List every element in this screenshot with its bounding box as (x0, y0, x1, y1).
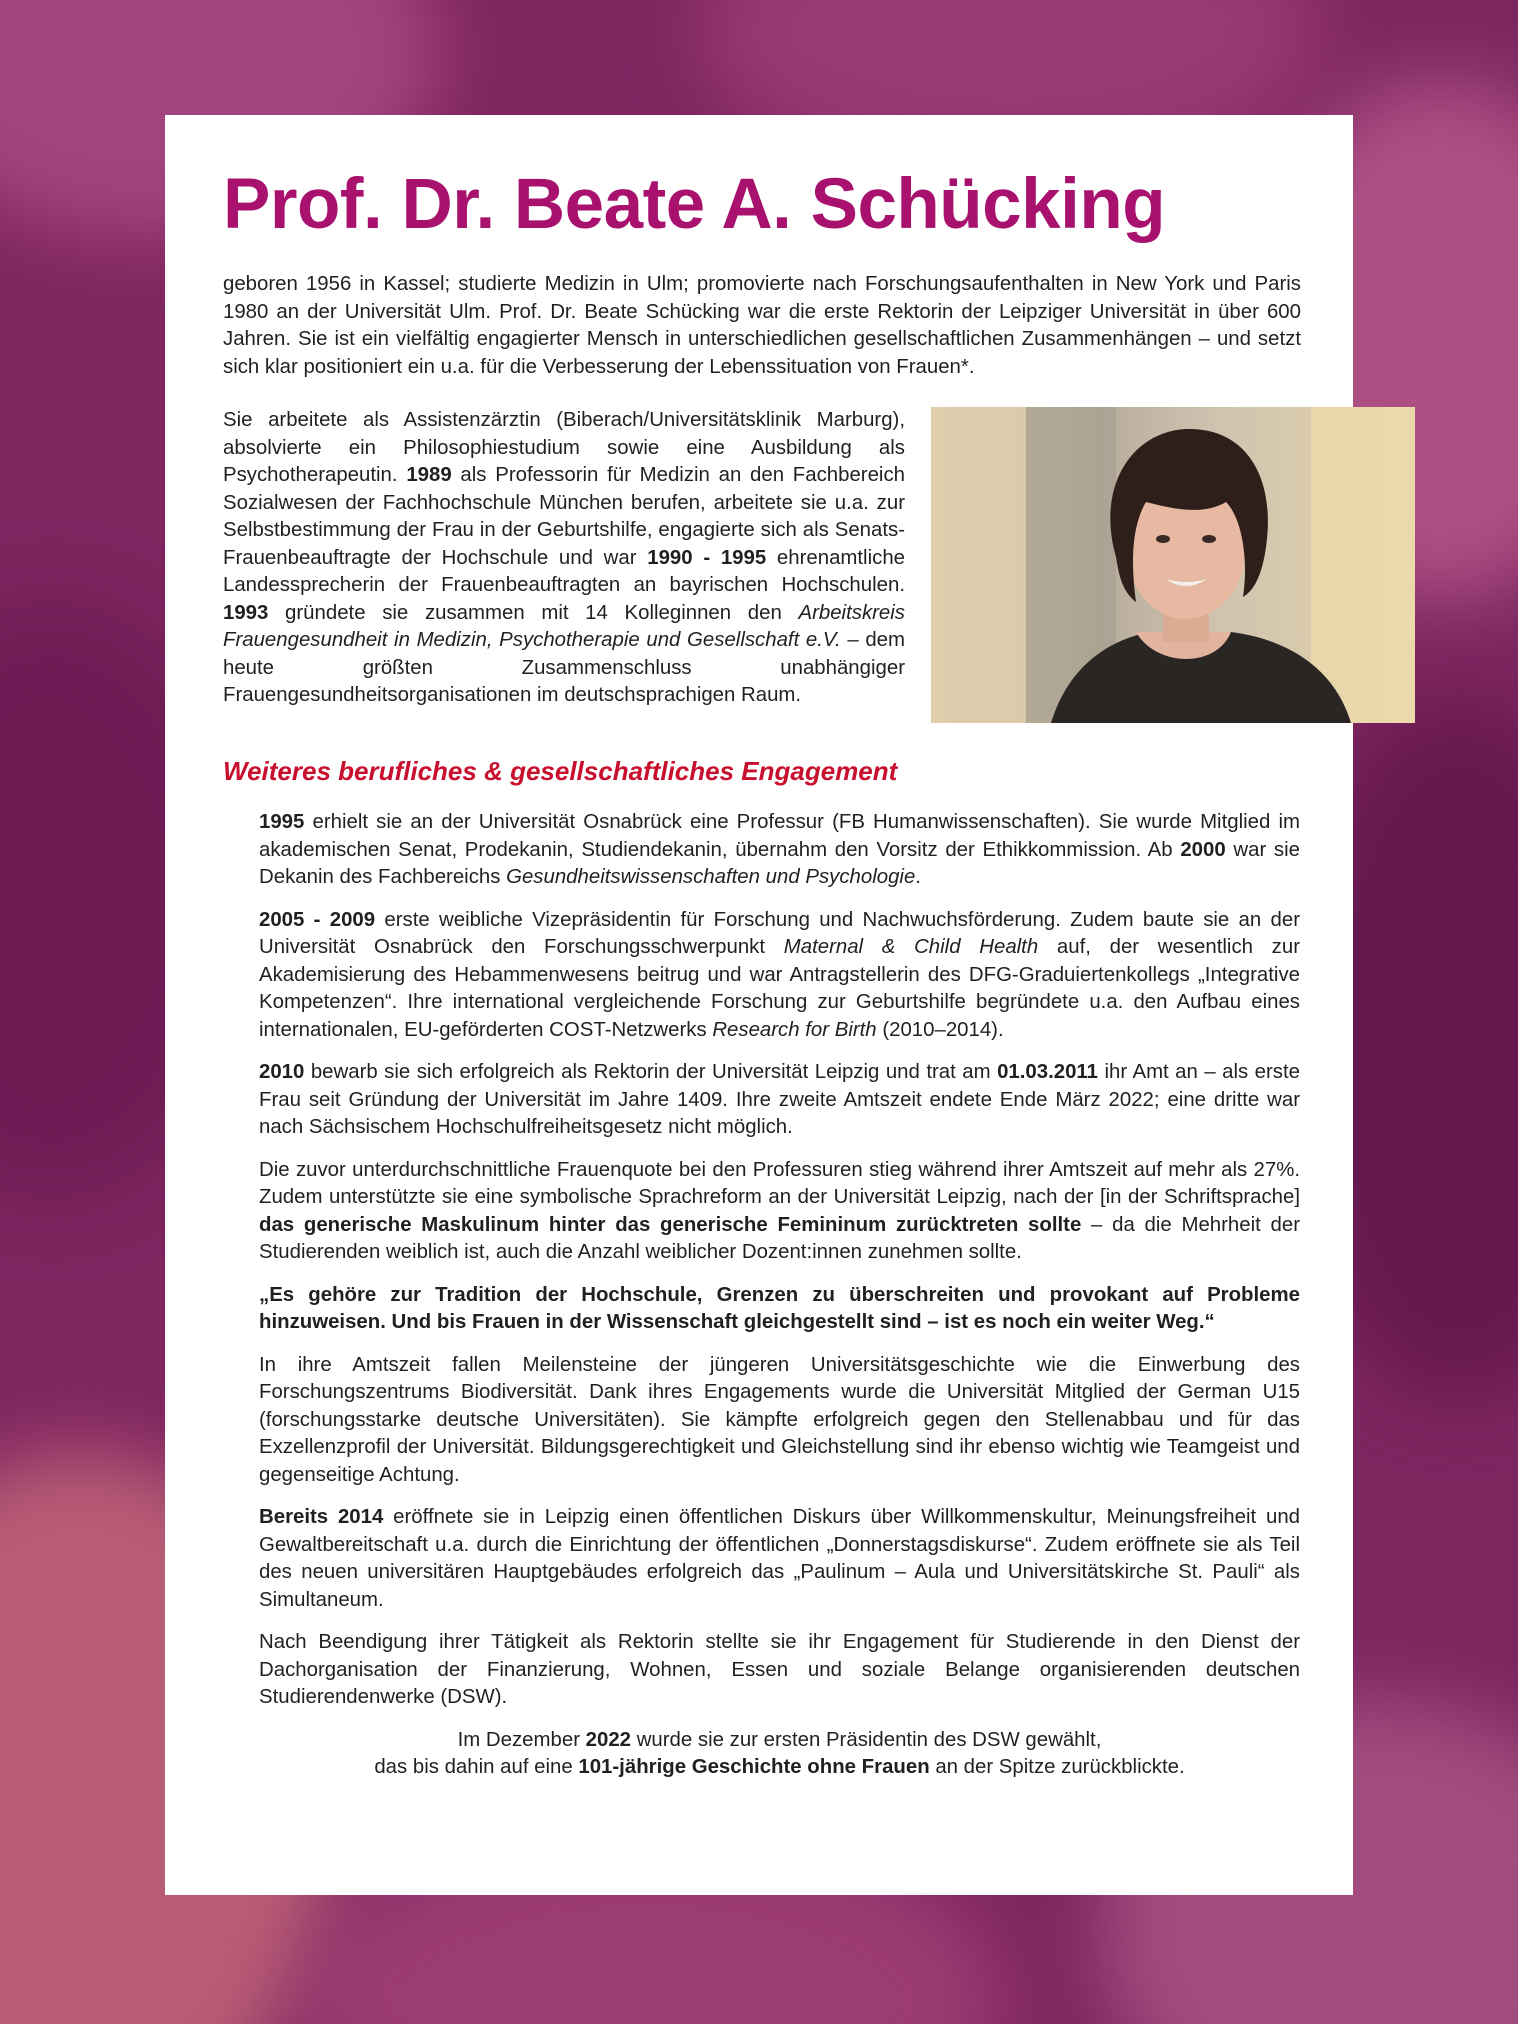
quote: „Es gehöre zur Tradition der Hochschule, Grenzen zu überschreiten und provokant auf Probleme hinzuweisen. Und bis Frauen in der Wissenschaft gleichgestellt sind – ist es noch ein weiter Weg.“ (259, 1283, 1300, 1333)
organization-name: Arbeitskreis Frauengesundheit in Medizin, Psychotherapie und Gesellschaft e.V. (223, 601, 905, 651)
year-1995: 1995 (259, 811, 305, 833)
paragraph-2014 (259, 1504, 1300, 1614)
portrait-photo (931, 407, 1415, 723)
bio-text: als Professorin für Medizin an den Fachbereich Sozialwesen der Fachhochschule München berufen, arbeitete sie u.a. zur Selbstbestimmung der Frau in der Geburtshilfe, engagierte sich als Senats-Frauenbeauftragte der Hochschule und war (223, 464, 905, 569)
lead-2014: Bereits 2014 (259, 1506, 384, 1528)
paragraph-text: ihr Amt an – als erste Frau seit Gründung der Universität im Jahre 1409. Ihre zweite Amtszeit endete Ende März 2022; eine dritte war nach Sächsischem Hochschulfreiheitsgesetz nicht möglich. (259, 1061, 1301, 1138)
closing-text: wurde sie zur ersten Präsidentin des DSW gewählt, (631, 1728, 1102, 1751)
emphasis-text: 101-jährige Geschichte ohne Frauen (578, 1756, 930, 1778)
intro-text: geboren 1956 in Kassel; studierte Medizin in Ulm; promovierte nach Forschungsaufenthalten in New York und Paris 1980 an der Universität Ulm. Prof. Dr. Beate Schücking war die erste Rektorin der Leipziger Universität in über 600 Jahren. Sie ist ein vielfältig engagierter Mensch in unterschiedlichen gesellschaftlichen Zusammenhängen – und setzt sich klar positioniert ein u.a. für die Verbesserung der Lebenssituation von Frauen*. (223, 273, 1301, 378)
year-1989: 1989 (406, 464, 452, 486)
section-heading: Weiteres berufliches & gesellschaftliches Engagement (223, 756, 898, 786)
bio-text: – dem heute größten Zusammenschluss unabhängiger Frauengesundheitsorganisationen im deutschsprachigen Raum. (223, 629, 905, 706)
portrait-icon (931, 407, 1415, 723)
emphasis-text: das generische Maskulinum hinter das generische Femininum zurücktreten sollte (259, 1213, 1082, 1236)
paragraph-1995 (259, 809, 1300, 892)
closing-text: das bis dahin auf eine (374, 1756, 579, 1778)
bio-text: ehrenamtliche Landessprecherin der Frauenbeauftragten an bayrischen Hochschulen. (223, 546, 905, 596)
year-2010: 2010 (259, 1061, 305, 1083)
page-title: Prof. Dr. Beate A. Schücking (223, 165, 1166, 244)
engagement-section (259, 809, 1300, 1782)
closing-line-2 (259, 1754, 1300, 1782)
content-card (165, 115, 1353, 1895)
closing-text: Im Dezember (457, 1728, 586, 1751)
years-2005-2009: 2005 - 2009 (259, 908, 376, 931)
year-2000: 2000 (1180, 838, 1226, 861)
paragraph-text: bewarb sie sich erfolgreich als Rektorin der Universität Leipzig und trat am (304, 1061, 998, 1083)
year-1990-1995: 1990 - 1995 (647, 546, 767, 569)
paragraph-text: erste weibliche Vizepräsidentin für Forschung und Nachwuchsförderung. Zudem baute sie an der Universität Osnabrück den Forschungsschwerpunkt (259, 908, 1301, 958)
paragraph-2005 (259, 907, 1300, 1045)
paragraph-text: eröffnete sie in Leipzig einen öffentlichen Diskurs über Willkommenskultur, Meinungsfreiheit und Gewaltbereitschaft u.a. durch die Einrichtung der öffentlichen „Donnerstagsdiskurse“. Zudem eröffnete sie als Teil des neuen universitären Hauptgebäudes erfolgreich das „Paulinum – Aula und Universitätskirche St. Pauli“ als Simultaneum. (259, 1506, 1301, 1611)
biography-paragraph (223, 407, 905, 710)
paragraph-milestones: In ihre Amtszeit fallen Meilensteine der jüngeren Universitätsgeschichte wie die Einwerbung des Forschungszentrums Biodiversität. Dank ihres Engagements wurde die Universität Mitglied der German U15 (forschungsstarke deutsche Universitäten). Sie kämpfte erfolgreich gegen den Stellenabbau und für das Exzellenzprofil der Universität. Bildungsgerechtigkeit und Gleichstellung sind ihr ebenso wichtig wie Teamgeist und gegenseitige Achtung. (259, 1353, 1300, 1486)
closing-text: an der Spitze zurückblickte. (929, 1756, 1185, 1778)
paragraph-text: – da die Mehrheit der Studierenden weiblich ist, auch die Anzahl weiblicher Dozent:innen zunehmen sollte. (259, 1213, 1300, 1263)
paragraph-text: auf, der wesentlich zur Akademisierung des Hebammenwesens beitrug und war Antragstellerin des DFG-Graduiertenkollegs „Integrative Kompetenzen“. Ihre international vergleichende Forschung zur Geburtshilfe begründete u.a. den Aufbau eines internationalen, EU-geförderten COST-Netzwerks (259, 936, 1301, 1041)
year-2022: 2022 (585, 1728, 632, 1751)
year-1993: 1993 (223, 601, 269, 624)
research-focus: Maternal & Child Health (783, 936, 1039, 958)
paragraph-text: war sie Dekanin des Fachbereichs (259, 838, 1300, 888)
paragraph-text: Die zuvor unterdurchschnittliche Frauenquote bei den Professuren stieg während ihrer Amtszeit auf mehr als 27%. Zudem unterstützte sie eine symbolische Sprachreform an der Universität Leipzig, nach der [in der Schriftsprache] (259, 1158, 1300, 1208)
paragraph-2010 (259, 1059, 1300, 1142)
bio-text: Sie arbeitete als Assistenzärztin (Biberach/Universitätsklinik Marburg), absolvierte ein Philosophiestudium sowie eine Ausbildung als Psychotherapeutin. (223, 409, 905, 486)
start-date: 01.03.2011 (997, 1061, 1098, 1083)
closing-line-1 (259, 1727, 1300, 1755)
paragraph-text: erhielt sie an der Universität Osnabrück eine Professur (FB Humanwissenschaften). Sie wurde Mitglied im akademischen Senat, Prodekanin, Studiendekanin, übernahm den Vorsitz der Ethikkommission. Ab (259, 811, 1300, 861)
bio-text: gründete sie zusammen mit 14 Kolleginnen den (268, 601, 799, 624)
faculty-name: Gesundheitswissenschaften und Psychologie (506, 866, 916, 888)
paragraph-dsw: Nach Beendigung ihrer Tätigkeit als Rektorin stellte sie ihr Engagement für Studierende in den Dienst der Dachorganisation der Finanzierung, Wohnen, Essen und soziale Belange organisierenden deutschen Studierendenwerke (DSW). (259, 1631, 1300, 1708)
paragraph-text: . (915, 866, 921, 888)
paragraph-text: (2010–2014). (876, 1018, 1004, 1041)
paragraph-frauenquote (259, 1157, 1300, 1267)
intro-paragraph (223, 271, 1301, 381)
network-name: Research for Birth (712, 1018, 877, 1041)
